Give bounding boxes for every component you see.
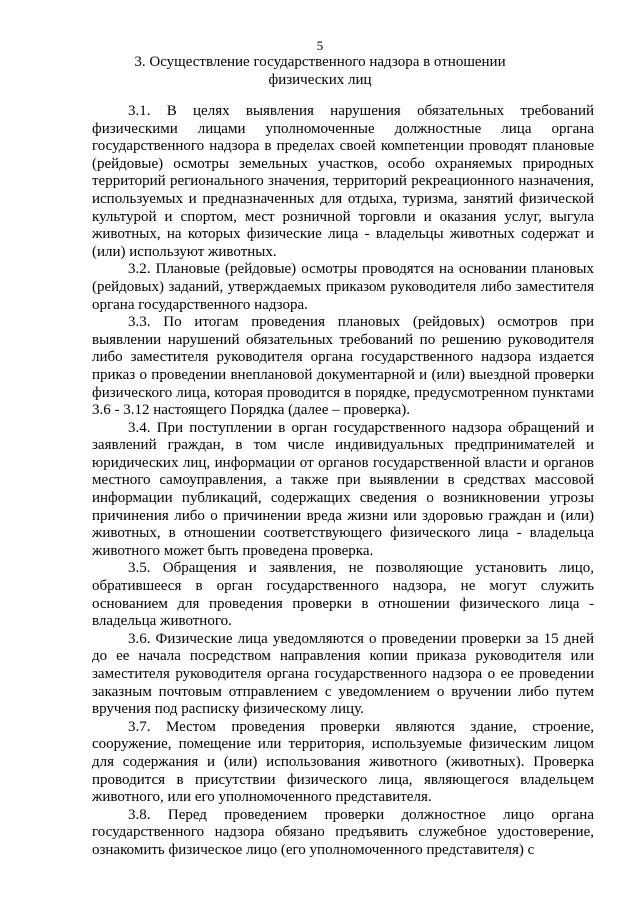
paragraph-3-3: 3.3. По итогам проведения плановых (рейдовых) осмотров при выявлении нарушений обязательных требований по решению руководителя либо заместителя руководителя органа государственного надзора издается приказ о проведении внеплановой документарной и (или) выездной проверки физического лица, которая проводится в порядке, предусмотренном пунктами 3.6 - 3.12 настоящего Порядка (далее – проверка). (92, 314, 594, 419)
paragraph-3-2: 3.2. Плановые (рейдовые) осмотры проводятся на основании плановых (рейдовых) заданий, утверждаемых приказом руководителя либо заместителя органа государственного надзора. (92, 261, 594, 313)
page-number: 5 (316, 38, 324, 53)
paragraph-3-5: 3.5. Обращения и заявления, не позволяющие установить лицо, обратившееся в орган государственного надзора, не могут служить основанием для проведения проверки в отношении физического лица - владельца животного. (92, 560, 594, 630)
paragraph-3-4: 3.4. При поступлении в орган государственного надзора обращений и заявлений граждан, в том числе индивидуальных предпринимателей и юридических лиц, информации от органов государственной власти и органов местного самоуправления, а также при выявлении в средствах массовой информации публикаций, содержащих сведения о возникновении угрозы причинения либо о причинении вреда жизни или здоровью граждан и (или) животных, в отношении соответствующего физического лица - владельца животного может быть проведена проверка. (92, 419, 594, 559)
paragraph-3-8: 3.8. Перед проведением проверки должностное лицо органа государственного надзора обязано предъявить служебное удостоверение, ознакомить физическое лицо (его уполномоченного представителя) с (92, 806, 594, 858)
paragraph-3-7: 3.7. Местом проведения проверки являются здание, строение, сооружение, помещение или территория, используемые физическим лицом для содержания и (или) использования животного (животных). Проверка проводится в присутствии физического лица, являющегося владельцем животного, или его уполномоченного представителя. (92, 718, 594, 806)
paragraph-3-6: 3.6. Физические лица уведомляются о проведении проверки за 15 дней до ее начала посредством направления копии приказа руководителя или заместителя руководителя органа государственного надзора о ее проведении заказным почтовым отправлением с уведомлением о вручении либо путем вручения под расписку физическому лицу. (92, 630, 594, 718)
paragraph-3-1: 3.1. В целях выявления нарушения обязательных требований физическими лицами уполномоченные должностные лица органа государственного надзора в пределах своей компетенции проводят плановые (рейдовые) осмотры земельных участков, особо охраняемых природных территорий регионального значения, территорий рекреационного назначения, используемых и предназначенных для отдыха, туризма, занятий физической культурой и спортом, мест розничной торговли и оказания услуг, выгула животных, на которых физические лица - владельцы животных содержат и (или) используют животных. (92, 103, 594, 260)
section-heading: 3. Осуществление государственного надзора в отношении физических лиц (134, 54, 506, 88)
document-body (92, 103, 594, 860)
